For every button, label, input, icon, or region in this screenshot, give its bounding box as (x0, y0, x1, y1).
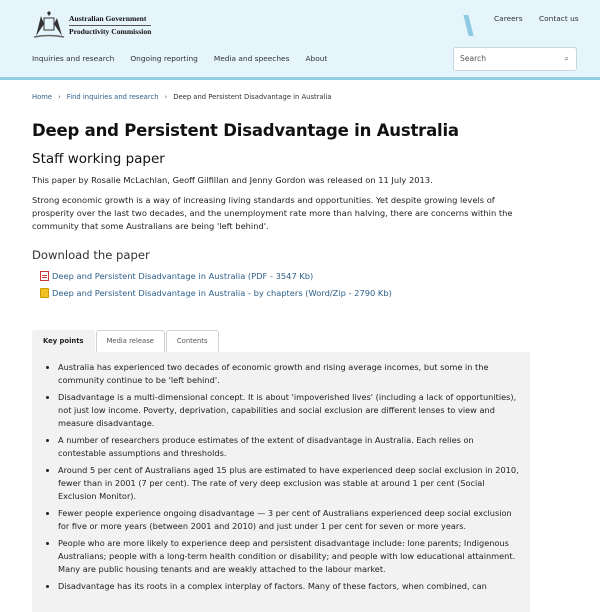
breadcrumb (32, 93, 332, 101)
download-pdf-link[interactable] (40, 271, 313, 281)
page-title: Deep and Persistent Disadvantage in Australia (32, 121, 459, 140)
nav-inquiries-and-research[interactable]: Inquiries and research (32, 54, 115, 63)
site-logo[interactable] (32, 10, 151, 40)
byline: This paper by Rosalie McLachlan, Geoff Gilfillan and Jenny Gordon was released on 11 July 2013. (32, 175, 433, 185)
list-item: • People who are more likely to experience deep and persistent disadvantage include: lone parents; Indigenous Australians; people with a long-term health condition or disability; and people with low educational attainment. Many are public housing tenants and are weakly attached to the labour market. (58, 537, 520, 576)
list-item: • Disadvantage is a multi-dimensional concept. It is about 'impoverished lives' (including a lack of opportunities), not just low income. Poverty, deprivation, capabilities and social exclusion are different lenses to view and measure disadvantage. (58, 391, 520, 430)
list-item: • Disadvantage has its roots in a complex interplay of factors. Many of these factors, when combined, can (58, 580, 520, 593)
zip-icon (40, 288, 49, 298)
decorative-slash (463, 15, 473, 36)
page-subtitle: Staff working paper (32, 151, 165, 167)
list-item: • Australia has experienced two decades of economic growth and rising average incomes, but some in the community continue to be 'left behind'. (58, 361, 520, 387)
breadcrumb-current: Deep and Persistent Disadvantage in Australia (173, 93, 332, 101)
download-heading: Download the paper (32, 248, 150, 262)
pdf-icon (40, 271, 49, 281)
breadcrumb-find-inquiries[interactable]: Find inquiries and research (66, 93, 159, 101)
careers-link[interactable]: Careers (494, 14, 523, 23)
list-item: • Fewer people experience ongoing disadvantage — 3 per cent of Australians experienced deep social exclusion for five or more years (between 2001 and 2010) and just under 1 per cent for seven or more years. (58, 507, 520, 533)
key-points-list (58, 361, 520, 593)
coat-of-arms-icon (32, 10, 66, 40)
tab-key-points[interactable]: Key points (32, 330, 95, 352)
logo-line-1: Australian Government (69, 14, 151, 26)
chevron-right-icon: › (164, 93, 168, 101)
nav-about[interactable]: About (305, 54, 328, 63)
tab-bar (32, 330, 220, 352)
chevron-right-icon: › (58, 93, 61, 101)
list-item: • Around 5 per cent of Australians aged 15 plus are estimated to have experienced deep social exclusion in 2010, fewer than in 2001 (7 per cent). The rate of very deep exclusion was stable at around 1 per cent (Social Exclusion Monitor). (58, 464, 520, 503)
tab-media-release[interactable]: Media release (96, 330, 165, 352)
list-item: • A number of researchers produce estimates of the extent of disadvantage in Australia. Each relies on contestable assumptions and thresholds. (58, 434, 520, 460)
download-zip-label: Deep and Persistent Disadvantage in Australia - by chapters (Word/Zip - 2790 Kb) (52, 288, 392, 298)
main-nav (32, 54, 327, 63)
search-input[interactable] (453, 47, 577, 71)
tab-contents[interactable]: Contents (166, 330, 219, 352)
download-pdf-label: Deep and Persistent Disadvantage in Australia (PDF - 3547 Kb) (52, 271, 314, 281)
key-points-panel (32, 352, 530, 612)
site-header (0, 0, 600, 80)
contact-us-link[interactable]: Contact us (539, 14, 579, 23)
logo-line-2: Productivity Commission (69, 26, 152, 36)
nav-ongoing-reporting[interactable]: Ongoing reporting (130, 54, 198, 63)
search-icon[interactable]: ⌕ (564, 54, 569, 63)
search-placeholder: Search (460, 54, 487, 63)
intro-paragraph: Strong economic growth is a way of increasing living standards and opportunities. Yet despite growing levels of prosperity over the last two decades, and the unemployment rate more than halving, there are concerns within the community that some Australians are being 'left behind'. (32, 195, 513, 231)
breadcrumb-home[interactable]: Home (32, 93, 53, 101)
download-zip-link[interactable] (40, 288, 392, 298)
nav-media-and-speeches[interactable]: Media and speeches (213, 54, 290, 63)
